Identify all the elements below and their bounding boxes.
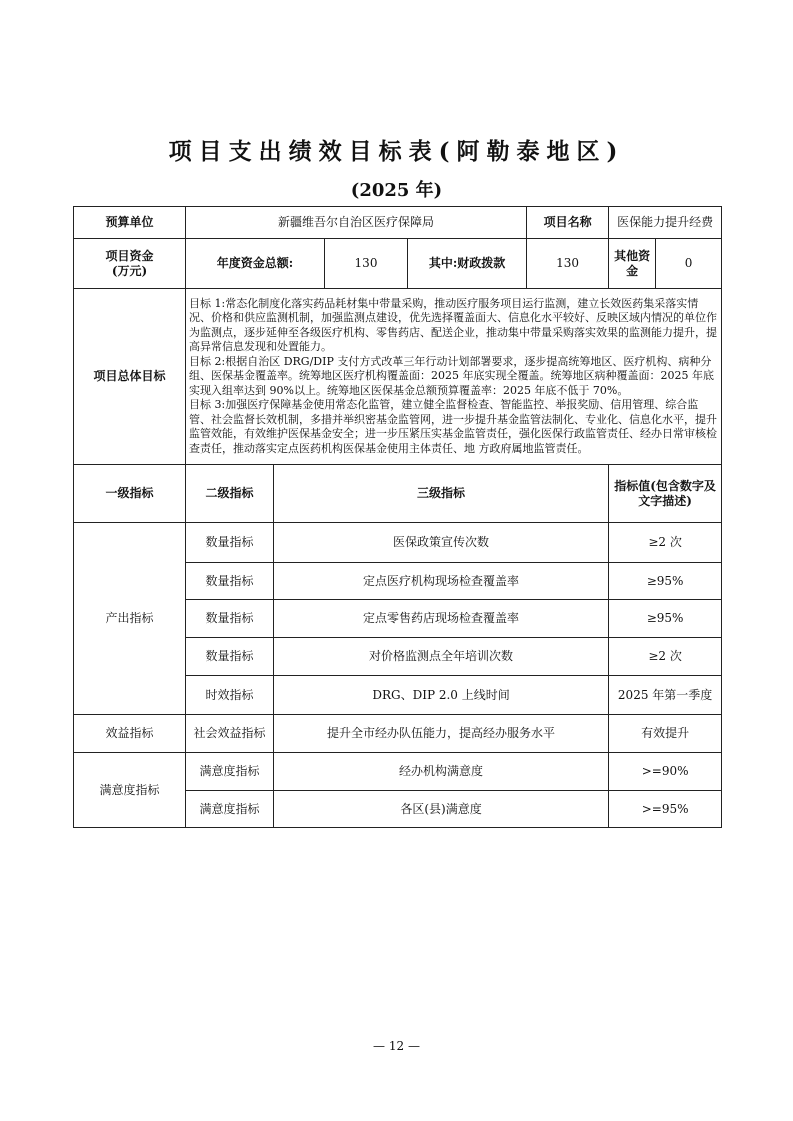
- value-cell: ≥2 次: [609, 638, 722, 676]
- table-row: [74, 523, 722, 563]
- fiscal-value: 130: [527, 239, 609, 289]
- level1-benefit: 效益指标: [74, 715, 186, 753]
- level2-cell: 时效指标: [186, 676, 274, 715]
- value-cell: >=95%: [609, 791, 722, 828]
- level2-cell: 数量指标: [186, 638, 274, 676]
- value-cell: ≥95%: [609, 600, 722, 638]
- goal-3-text: 目标 3:加强医疗保障基金使用常态化监管，建立健全监督检查、智能监控、举报奖励、信用管理、综合监管、社会监督长效机制，多措并举织密基金监管网，进一步提升基金监管法制化、专业化、信息化水平，提升监管效能，有效维护医保基金安全；进一步压紧压实基金监管责任，强化医保行政监管责任、经办日常审核检查责任，推动落实定点医药机构医保基金使用主体责任、地 方政府属地监管责任。: [189, 398, 717, 455]
- value-header: 指标值(包含数字及文字描述): [609, 465, 722, 523]
- overall-goal-text: [186, 289, 722, 465]
- project-name-value: 医保能力提升经费: [609, 207, 722, 239]
- level2-cell: 数量指标: [186, 600, 274, 638]
- level2-cell: 满意度指标: [186, 791, 274, 828]
- level2-cell: 社会效益指标: [186, 715, 274, 753]
- value-cell: >=90%: [609, 753, 722, 791]
- page-subtitle: (2025 年): [350, 180, 443, 201]
- budget-unit-value: 新疆维吾尔自治区医疗保障局: [186, 207, 527, 239]
- budget-unit-label: 预算单位: [74, 207, 186, 239]
- level3-cell: 医保政策宣传次数: [274, 523, 609, 563]
- annual-total-label: 年度资金总额:: [186, 239, 325, 289]
- level3-cell: 各区(县)满意度: [274, 791, 609, 828]
- overall-goal-row: [74, 289, 722, 465]
- table-row: [74, 753, 722, 791]
- level1-header: 一级指标: [74, 465, 186, 523]
- value-cell: ≥95%: [609, 563, 722, 600]
- level2-cell: 数量指标: [186, 563, 274, 600]
- level3-cell: 定点零售药店现场检查覆盖率: [274, 600, 609, 638]
- project-name-label: 项目名称: [527, 207, 609, 239]
- funds-label: 项目资金 (万元): [74, 239, 186, 289]
- overall-goal-label: 项目总体目标: [74, 289, 186, 465]
- funds-row: [74, 239, 722, 289]
- level3-header: 三级指标: [274, 465, 609, 523]
- fiscal-label: 其中:财政拨款: [408, 239, 527, 289]
- level3-cell: DRG、DIP 2.0 上线时间: [274, 676, 609, 715]
- level1-satisfaction: 满意度指标: [74, 753, 186, 828]
- level1-output: 产出指标: [74, 523, 186, 715]
- other-funds-value: 0: [656, 239, 722, 289]
- level3-cell: 经办机构满意度: [274, 753, 609, 791]
- level2-cell: 满意度指标: [186, 753, 274, 791]
- value-cell: ≥2 次: [609, 523, 722, 563]
- page-number: — 12 —: [373, 1039, 420, 1053]
- value-cell: 有效提升: [609, 715, 722, 753]
- goal-2-text: 目标 2:根据自治区 DRG/DIP 支付方式改革三年行动计划部署要求，逐步提高统筹地区、医疗机构、病种分组、医保基金覆盖率。统筹地区医疗机构覆盖面：2025 年底实现全覆盖。统筹地区病种覆盖面：2025 年底实现入组率达到 90%以上。统筹地区医保基金总额预算覆盖率：2025 年底不低于 70%。: [189, 354, 714, 397]
- level2-header: 二级指标: [186, 465, 274, 523]
- annual-total-value: 130: [325, 239, 408, 289]
- other-funds-label: 其他资金: [609, 239, 656, 289]
- value-cell: 2025 年第一季度: [609, 676, 722, 715]
- indicator-header-row: [74, 465, 722, 523]
- level2-cell: 数量指标: [186, 523, 274, 563]
- page-title: 项目支出绩效目标表(阿勒泰地区): [168, 138, 625, 165]
- goal-1-text: 目标 1:常态化制度化落实药品耗材集中带量采购，推动医疗服务项目运行监测，建立长效医药集采落实情况、价格和供应监测机制，加强监测点建设，优先选择覆盖面大、信息化水平较好、反映区域内情况的单位作为监测点，逐步延伸至各级医疗机构、零售药店、配送企业，推动集中带量采购落实效果的监测能力提升，提高异常信息发现和处置能力。: [189, 296, 717, 354]
- budget-unit-row: [74, 207, 722, 239]
- table-row: [74, 715, 722, 753]
- level3-cell: 提升全市经办队伍能力，提高经办服务水平: [274, 715, 609, 753]
- performance-goal-table: [73, 206, 722, 828]
- level3-cell: 对价格监测点全年培训次数: [274, 638, 609, 676]
- level3-cell: 定点医疗机构现场检查覆盖率: [274, 563, 609, 600]
